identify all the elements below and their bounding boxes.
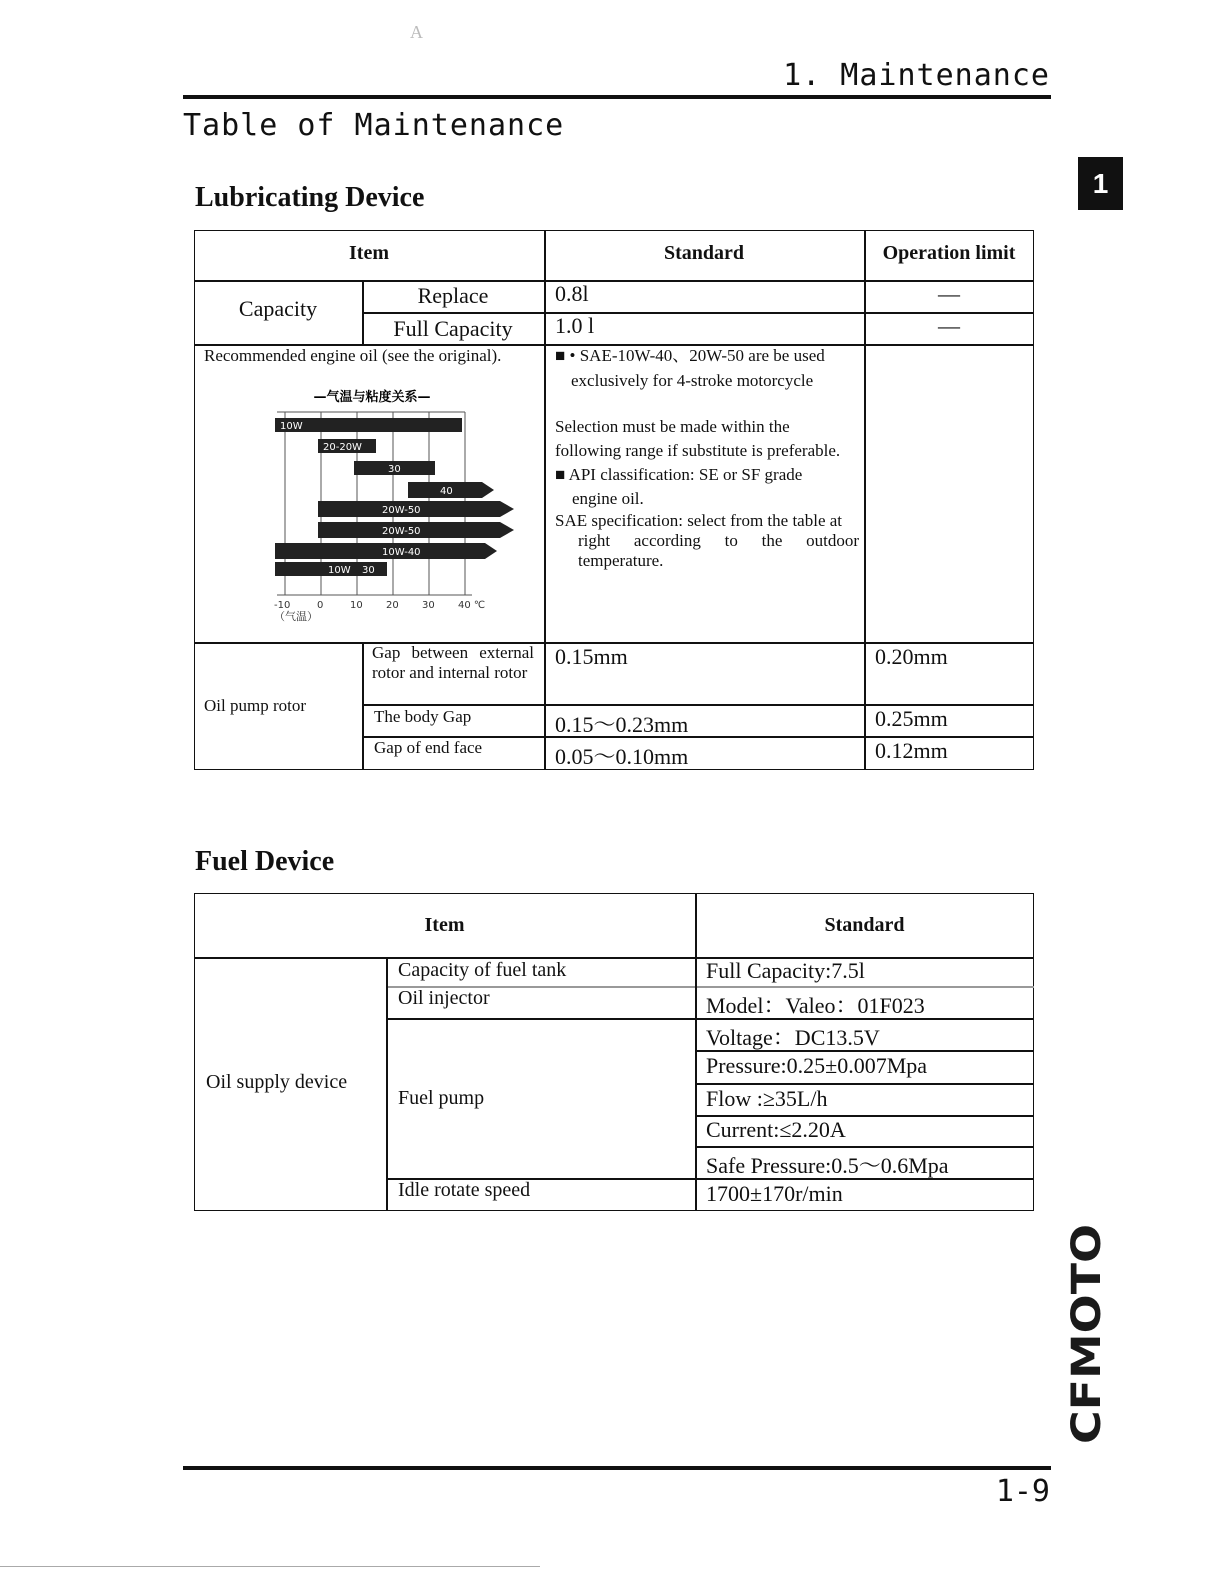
chart-title: —气温与粘度关系—: [313, 390, 431, 405]
scan-edge-line: [0, 1566, 540, 1567]
row-line: [695, 1083, 1034, 1085]
tick-label: 0: [317, 600, 324, 611]
capacity-label: Capacity: [238, 296, 318, 321]
full-capacity-value: 1.0 l: [555, 313, 595, 338]
bar-label: 40: [440, 486, 453, 497]
end-face-gap-limit: 0.12mm: [875, 738, 948, 763]
body-gap-label: The body Gap: [374, 707, 472, 726]
brand-text: CFMOTO: [1064, 1252, 1110, 1444]
gap-external-internal-limit: 0.20mm: [875, 644, 948, 669]
header-operation-limit: Operation limit: [882, 242, 1016, 264]
tick-label: -10: [274, 600, 291, 611]
header-item: Item: [424, 914, 465, 936]
bar-label: 30: [388, 464, 401, 475]
bar-label: 20-20W: [323, 442, 362, 453]
tick-label: 10: [350, 600, 363, 611]
fuel-tank-label: Capacity of fuel tank: [398, 959, 567, 981]
page-title: Table of Maintenance: [183, 108, 565, 143]
body-gap-value: 0.15～0.23mm: [555, 712, 689, 737]
oil-std-line: ■ API classification: SE or SF grade: [555, 465, 803, 485]
lubricating-table: [194, 230, 1034, 770]
full-capacity-label: Full Capacity: [393, 316, 513, 341]
fuel-pump-current: Current:≤2.20A: [706, 1117, 846, 1142]
gap-external-internal-value: 0.15mm: [555, 644, 628, 669]
oil-std-line: engine oil.: [572, 489, 644, 509]
bar-label: 30: [362, 565, 375, 576]
oil-pump-rotor-label: Oil pump rotor: [204, 696, 306, 715]
header-standard: Standard: [663, 242, 745, 264]
gap-external-internal-label: Gap between external rotor and internal rotor: [372, 643, 534, 683]
col-line: [362, 642, 364, 770]
end-face-gap-value: 0.05～0.10mm: [555, 744, 689, 769]
fuel-section-title: Fuel Device: [195, 846, 335, 877]
row-line: [695, 1146, 1034, 1148]
header-item: Item: [349, 242, 389, 264]
axis-label: （气温）: [274, 610, 318, 623]
recommended-oil-label: Recommended engine oil (see the original).: [204, 346, 502, 365]
oil-std-line: temperature.: [578, 551, 664, 571]
page-number: 1-9: [995, 1474, 1050, 1509]
fuel-pump-voltage: Voltage：DC13.5V: [706, 1025, 880, 1050]
fuel-table: [194, 893, 1034, 1211]
bar-10w: [275, 418, 462, 432]
body-gap-limit: 0.25mm: [875, 706, 948, 731]
oil-std-line: exclusively for 4-stroke motorcycle: [571, 371, 814, 391]
col-line: [864, 230, 866, 770]
col-line: [695, 893, 697, 1211]
end-face-gap-label: Gap of end face: [374, 738, 483, 757]
footer-rule: [183, 1466, 1051, 1470]
idle-speed-label: Idle rotate speed: [398, 1179, 531, 1201]
bar-label: 10W: [280, 421, 303, 432]
oil-std-line: Selection must be made within the: [555, 417, 790, 437]
viscosity-temperature-chart: [272, 382, 522, 622]
header-rule: [183, 95, 1051, 99]
bar-label: 10W-40: [382, 547, 421, 558]
oil-supply-device-label: Oil supply device: [206, 1071, 348, 1093]
col-line: [544, 230, 546, 770]
fuel-tank-value: Full Capacity:7.5l: [706, 958, 865, 983]
oil-std-line: ■ • SAE-10W-40、20W-50 are be used: [555, 346, 825, 365]
replace-label: Replace: [417, 283, 489, 308]
tick-label: 30: [422, 600, 435, 611]
oil-injector-label: Oil injector: [398, 987, 490, 1009]
header-standard: Standard: [824, 914, 905, 936]
row-line: [194, 957, 1034, 959]
oil-std-line: following range if substitute is preferable.: [555, 441, 841, 461]
bar-label: 10W: [328, 565, 351, 576]
fuel-pump-safe-pressure: Safe Pressure:0.5～0.6Mpa: [706, 1153, 949, 1178]
fuel-pump-label: Fuel pump: [398, 1087, 485, 1109]
oil-std-line: right according to the outdoor: [578, 531, 859, 551]
tick-label: 20: [386, 600, 399, 611]
cfmoto-logo: [1064, 1222, 1110, 1447]
full-capacity-limit: —: [938, 313, 960, 338]
oil-standard-text: [555, 346, 859, 571]
chapter-tab: 1: [1078, 157, 1123, 210]
bar-label: 20W-50: [382, 526, 421, 537]
oil-injector-value: Model：Valeo：01F023: [706, 993, 925, 1018]
idle-speed-value: 1700±170r/min: [706, 1181, 843, 1206]
replace-limit: —: [938, 281, 960, 306]
replace-value: 0.8l: [555, 281, 589, 306]
lubricating-section-title: Lubricating Device: [195, 182, 425, 213]
col-line: [386, 957, 388, 1211]
corner-mark: A: [410, 22, 423, 42]
fuel-pump-pressure: Pressure:0.25±0.007Mpa: [706, 1053, 928, 1078]
fuel-pump-flow: Flow :≥35L/h: [706, 1086, 828, 1111]
chapter-title: 1. Maintenance: [783, 58, 1050, 93]
tick-label: 40 ℃: [458, 600, 486, 611]
oil-std-line: SAE specification: select from the table at: [555, 511, 843, 531]
bar-label: 20W-50: [382, 505, 421, 516]
